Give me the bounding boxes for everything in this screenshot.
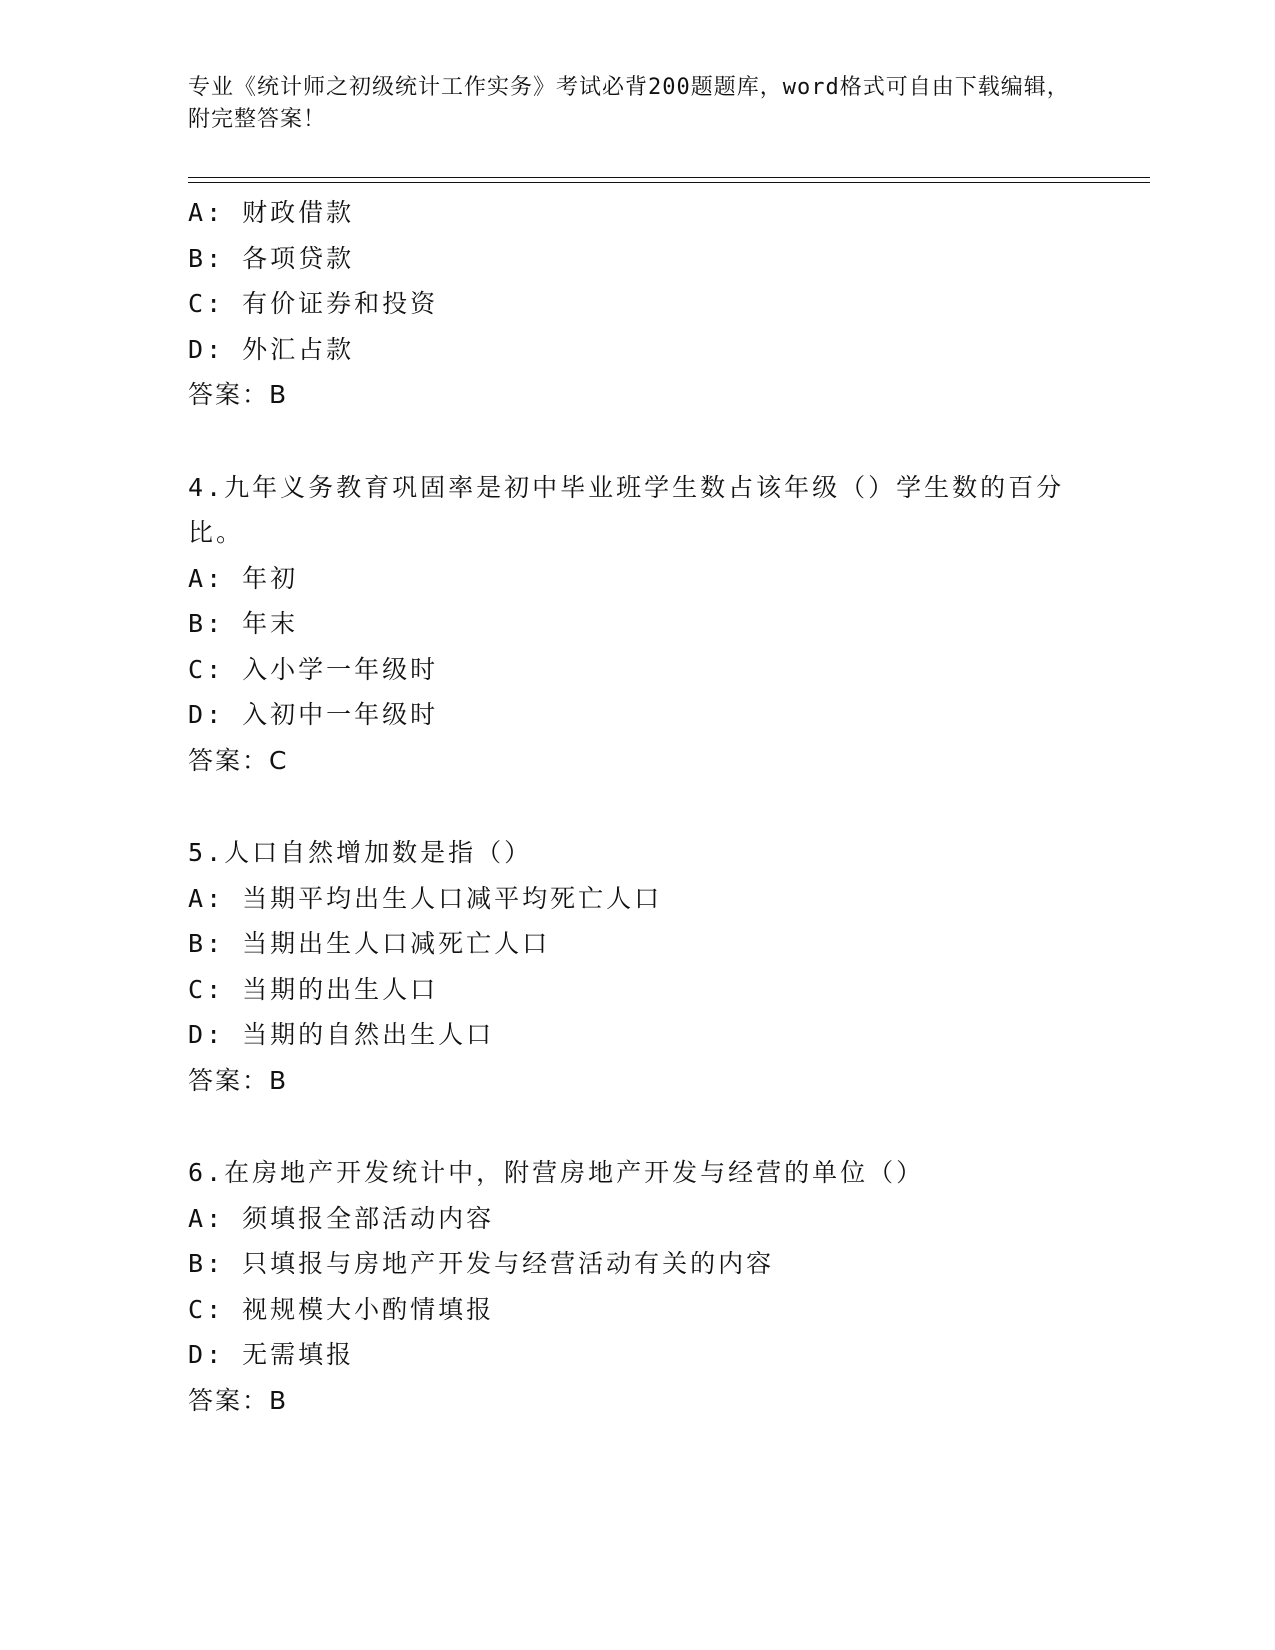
answer-value: B [269, 380, 289, 409]
option-text: 入小学一年级时 [242, 654, 439, 684]
option-letter: D [188, 334, 207, 364]
option-text: 视规模大小酌情填报 [242, 1294, 495, 1324]
answer-line [188, 1378, 1088, 1424]
option-letter: A [188, 198, 207, 227]
option-d: D: 外汇占款 [188, 334, 355, 364]
option-a: A: 年初 [188, 563, 299, 593]
question-block-partial [188, 190, 1088, 418]
option-text: 当期出生人口减死亡人口 [242, 929, 551, 958]
answer-value: B [269, 1385, 289, 1415]
question-stem: 九年义务教育巩固率是初中毕业班学生数占该年级（）学生数的百分比。 [188, 472, 1065, 547]
option-text: 无需填报 [242, 1340, 355, 1369]
answer-label: 答案： [188, 380, 270, 409]
option-letter: B [188, 1249, 207, 1278]
option-a: A: 财政借款 [188, 198, 355, 227]
option-text: 年末 [242, 609, 299, 638]
question-block-6 [188, 1150, 1088, 1423]
header-rule-bottom [188, 182, 1150, 183]
option-text: 只填报与房地产开发与经营活动有关的内容 [242, 1249, 775, 1278]
answer-line [188, 738, 1088, 784]
question-text: 6.在房地产开发统计中，附营房地产开发与经营的单位（） [188, 1158, 925, 1187]
option-text: 各项贷款 [242, 243, 355, 273]
option-b: B: 只填报与房地产开发与经营活动有关的内容 [188, 1249, 775, 1278]
option-text: 当期的出生人口 [242, 974, 439, 1004]
option-letter: C [188, 654, 207, 684]
option-letter: C [188, 1294, 207, 1324]
option-text: 当期平均出生人口减平均死亡人口 [242, 883, 663, 913]
option-letter: D [188, 1020, 207, 1049]
option-letter: C [188, 289, 207, 318]
option-d: D: 当期的自然出生人口 [188, 1020, 495, 1049]
answer-label: 答案： [188, 745, 270, 775]
question-list [188, 190, 1088, 1423]
option-letter: B [188, 243, 207, 273]
question-number: 6 [188, 1158, 207, 1187]
answer-value: B [269, 1065, 289, 1095]
question-text: 4.九年义务教育巩固率是初中毕业班学生数占该年级（）学生数的百分比。 [188, 472, 1065, 547]
option-d: D: 入初中一年级时 [188, 700, 439, 729]
option-d: D: 无需填报 [188, 1340, 355, 1369]
option-letter: A [188, 563, 207, 593]
option-letter: D [188, 1340, 207, 1369]
answer-line [188, 372, 1088, 418]
option-text: 年初 [242, 563, 299, 593]
question-text: 5.人口自然增加数是指（） [188, 838, 533, 867]
option-c: C: 入小学一年级时 [188, 654, 439, 684]
option-c: C: 视规模大小酌情填报 [188, 1294, 495, 1324]
option-text: 财政借款 [242, 198, 355, 227]
option-letter: A [188, 1203, 207, 1233]
answer-value: C [269, 745, 289, 775]
option-a: A: 须填报全部活动内容 [188, 1203, 495, 1233]
option-letter: A [188, 883, 207, 913]
option-letter: C [188, 974, 207, 1004]
question-stem: 人口自然增加数是指（） [224, 838, 533, 867]
option-letter: B [188, 609, 207, 638]
answer-label: 答案： [188, 1385, 270, 1415]
option-b: B: 各项贷款 [188, 243, 355, 273]
option-text: 须填报全部活动内容 [242, 1203, 495, 1233]
answer-line [188, 1058, 1088, 1104]
option-letter: D [188, 700, 207, 729]
option-text: 入初中一年级时 [242, 700, 439, 729]
option-a: A: 当期平均出生人口减平均死亡人口 [188, 883, 663, 913]
question-number: 4 [188, 472, 207, 502]
option-b: B: 当期出生人口减死亡人口 [188, 929, 551, 958]
option-b: B: 年末 [188, 609, 299, 638]
question-number: 5 [188, 838, 207, 867]
page-header: 专业《统计师之初级统计工作实务》考试必背200题题库，word格式可自由下载编辑，附完整答案！ [188, 75, 1070, 132]
option-letter: B [188, 929, 207, 958]
question-stem: 在房地产开发统计中，附营房地产开发与经营的单位（） [224, 1158, 925, 1187]
header-rule-top [188, 177, 1150, 178]
question-block-5 [188, 830, 1088, 1103]
question-block-4 [188, 465, 1088, 784]
option-text: 有价证券和投资 [242, 289, 439, 318]
option-text: 当期的自然出生人口 [242, 1020, 495, 1049]
option-text: 外汇占款 [242, 334, 355, 364]
option-c: C: 有价证券和投资 [188, 289, 439, 318]
answer-label: 答案： [188, 1065, 270, 1095]
option-c: C: 当期的出生人口 [188, 974, 439, 1004]
